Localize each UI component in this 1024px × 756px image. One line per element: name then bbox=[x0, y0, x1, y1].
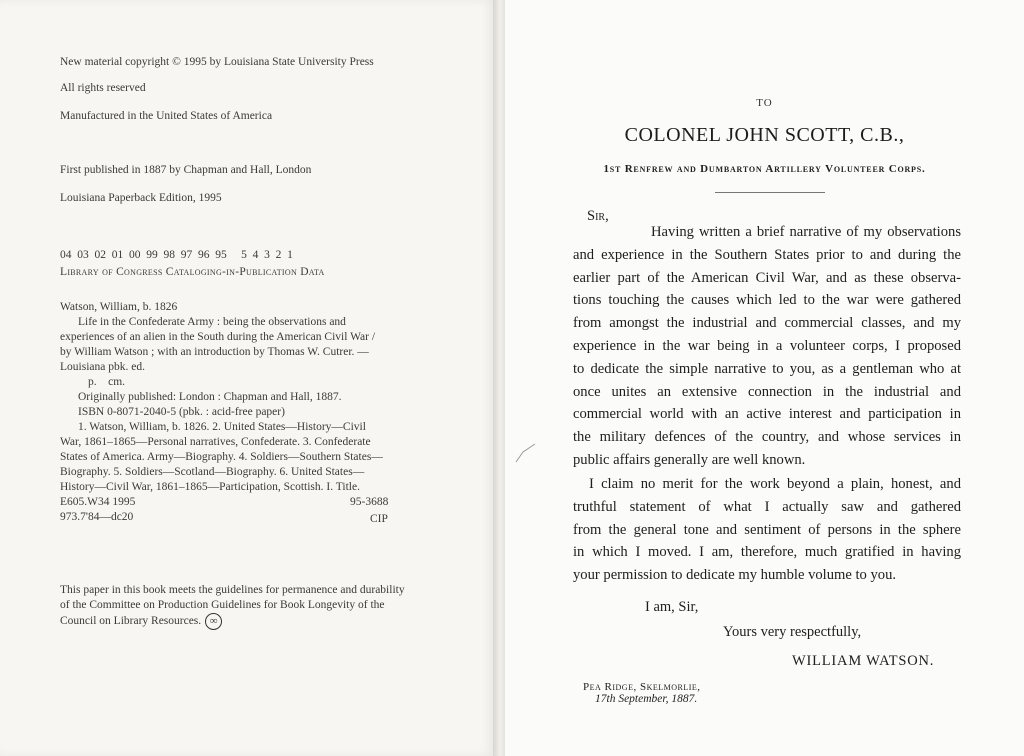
cip-line: ISBN 0-8071-2040-5 (pbk. : acid-free paper) bbox=[78, 406, 285, 418]
paragraph-line: once unites an extensive connection in the industrial and bbox=[573, 383, 961, 400]
pencil-mark bbox=[513, 440, 539, 466]
closing-line-1: I am, Sir, bbox=[645, 599, 699, 615]
cip-line: Biography. 5. Soldiers—Scotland—Biography. 6. United States— bbox=[60, 466, 365, 478]
dedication-page bbox=[505, 0, 1024, 756]
manufactured-line: Manufactured in the United States of America bbox=[60, 110, 273, 122]
cip-line: Louisiana pbk. ed. bbox=[60, 361, 145, 373]
paragraph-line: I claim no merit for the work beyond a plain, honest, and bbox=[589, 476, 961, 492]
dedication-subtitle: 1st Renfrew and Dumbarton Artillery Volunteer Corps. bbox=[603, 163, 926, 175]
paragraph-line: commercial world with an active interest and participation in bbox=[573, 406, 961, 423]
cip-line: by William Watson ; with an introduction by Thomas W. Cutrer. — bbox=[60, 346, 369, 358]
dedication-title: COLONEL JOHN SCOTT, C.B., bbox=[624, 124, 905, 146]
printing-line: 04 03 02 01 00 99 98 97 96 95 5 4 3 2 1 bbox=[60, 249, 293, 261]
dedication-to: TO bbox=[756, 97, 773, 109]
paragraph-line: from amongst the industrial and commercial classes, and my bbox=[573, 315, 961, 332]
dedication-paragraph-2 bbox=[573, 473, 961, 587]
paper-line-last bbox=[60, 613, 405, 630]
paragraph-line: tions touching the causes which led to the war were gathered bbox=[573, 292, 961, 309]
paragraph-line: and experience in the Southern States prior to and during the bbox=[573, 246, 961, 263]
paragraph-line: truthful statement of what I actually saw and gathered bbox=[573, 498, 961, 515]
cip-line: Originally published: London : Chapman and Hall, 1887. bbox=[78, 391, 342, 403]
cip-heading: Library of Congress Cataloging-in-Publication Data bbox=[60, 266, 325, 278]
paper-statement bbox=[60, 583, 405, 630]
paper-line: This paper in this book meets the guidelines for permanence and durability bbox=[60, 584, 405, 596]
paragraph-line: in which I moved. I am, therefore, much gratified in having bbox=[573, 544, 961, 561]
cip-data bbox=[60, 300, 400, 525]
divider-rule bbox=[715, 192, 825, 193]
cip-line: Life in the Confederate Army : being the observations and bbox=[78, 316, 346, 328]
first-published-block bbox=[60, 163, 311, 178]
cip-line: experiences of an alien in the South during the American Civil War / bbox=[60, 331, 376, 343]
dedication-paragraph-1 bbox=[573, 221, 961, 472]
paragraph-line: public affairs generally are well known. bbox=[573, 451, 806, 468]
paragraph-line: Having written a brief narrative of my observations bbox=[651, 224, 961, 240]
paragraph-line: experience in the war being in a volunteer corps, I proposed bbox=[573, 337, 961, 354]
paper-line-text: Council on Library Resources. bbox=[60, 615, 202, 628]
cip-tag: CIP bbox=[370, 513, 388, 525]
copyright-page bbox=[0, 0, 495, 756]
printing-line-block bbox=[60, 218, 293, 293]
dedication-date: 17th September, 1887. bbox=[595, 693, 698, 705]
first-published-line: First published in 1887 by Chapman and Hall, London bbox=[60, 164, 312, 176]
cip-number: 95-3688 bbox=[350, 496, 389, 508]
cip-line: 1. Watson, William, b. 1826. 2. United States—History—Civil bbox=[78, 421, 366, 433]
cip-line: States of America. Army—Biography. 4. Soldiers—Southern States— bbox=[60, 451, 383, 463]
cip-line: 973.7'84—dc20 bbox=[60, 511, 134, 523]
cip-line: War, 1861–1865—Personal narratives, Confederate. 3. Confederate bbox=[60, 436, 371, 448]
paragraph-line: earlier part of the American Civil War, and as these observa- bbox=[573, 269, 961, 286]
cip-line: History—Civil War, 1861–1865—Participation, Scottish. I. Title. bbox=[60, 481, 360, 493]
edition-line: Louisiana Paperback Edition, 1995 bbox=[60, 192, 222, 204]
dedication-place: Pea Ridge, Skelmorlie, bbox=[583, 681, 701, 693]
paragraph-line: your permission to dedicate my humble volume to you. bbox=[573, 567, 897, 584]
paragraph-line: from the general tone and sentiment of persons in the sphere bbox=[573, 521, 961, 538]
paper-line: of the Committee on Production Guidelines for Book Longevity of the bbox=[60, 599, 385, 611]
cip-line: Watson, William, b. 1826 bbox=[60, 301, 178, 313]
copyright-block bbox=[60, 55, 374, 70]
edition-block bbox=[60, 191, 222, 206]
cip-heading-block bbox=[60, 265, 325, 280]
paragraph-line: the military defences of the country, and whose services in bbox=[573, 429, 961, 446]
copyright-line: New material copyright © 1995 by Louisiana State University Press bbox=[60, 56, 374, 68]
cip-line: p. cm. bbox=[88, 376, 126, 388]
rights-block bbox=[60, 81, 146, 96]
rights-line: All rights reserved bbox=[60, 82, 146, 94]
salutation: Sir, bbox=[587, 208, 609, 224]
manufactured-block bbox=[60, 109, 272, 124]
closing-line-2: Yours very respectfully, bbox=[723, 624, 862, 640]
cip-line: E605.W34 1995 bbox=[60, 496, 136, 508]
signature: WILLIAM WATSON. bbox=[792, 653, 935, 669]
paragraph-line: to dedicate the simple narrative to you, as a gentleman who at bbox=[573, 360, 961, 377]
infinity-icon: ∞ bbox=[205, 613, 222, 630]
